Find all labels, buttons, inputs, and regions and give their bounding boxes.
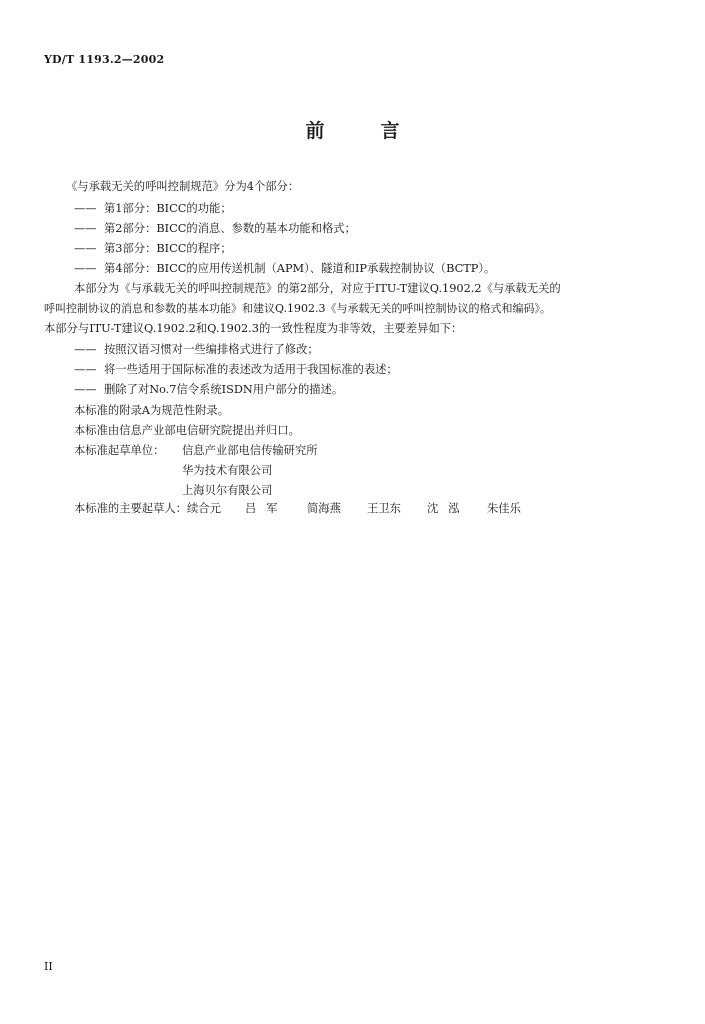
- dash-marker: ——: [74, 202, 97, 215]
- annex-note: 本标准的附录A为规范性附录。: [74, 404, 230, 417]
- drafter-name: 朱佳乐: [486, 502, 521, 515]
- dash-marker: ——: [74, 363, 97, 376]
- standard-number: YD/T 1193.2—2002: [44, 53, 165, 66]
- drafter-name: 续合元: [186, 502, 221, 515]
- drafting-unit-2: 华为技术有限公司: [182, 464, 273, 477]
- drafters-label: 本标准的主要起草人：: [74, 502, 187, 515]
- correspondence-line-1: 本部分为《与承载无关的呼叫控制规范》的第2部分，对应于ITU-T建议Q.1902.2《与承载无关的: [74, 282, 561, 295]
- part-item-2: [74, 222, 356, 236]
- part-item-4: [74, 262, 495, 276]
- page-number: II: [44, 960, 53, 973]
- proposer-note: 本标准由信息产业部电信研究院提出并归口。: [74, 424, 300, 437]
- drafting-unit-3: 上海贝尔有限公司: [182, 484, 273, 497]
- dash-marker: ——: [74, 343, 97, 356]
- difference-text: 删除了对No.7信令系统ISDN用户部分的描述。: [104, 383, 344, 396]
- drafter-name: 王卫东: [366, 502, 401, 515]
- dash-marker: ——: [74, 242, 97, 255]
- part-item-1: [74, 202, 232, 216]
- difference-text: 将一些适用于国际标准的表述改为适用于我国标准的表述；: [104, 363, 398, 376]
- part-text: 第3部分：BICC的程序；: [104, 242, 232, 255]
- part-text: 第1部分：BICC的功能；: [104, 202, 232, 215]
- correspondence-line-2: 呼叫控制协议的消息和参数的基本功能》和建议Q.1902.3《与承载无关的呼叫控制协议的格式和编码》。: [44, 302, 551, 315]
- difference-text: 按照汉语习惯对一些编排格式进行了修改；: [104, 343, 319, 356]
- drafter-name: 简海燕: [306, 502, 341, 515]
- dash-marker: ——: [74, 222, 97, 235]
- drafter-name: 吕军: [244, 502, 288, 515]
- intro-line: 《与承载无关的呼叫控制规范》分为4个部分：: [66, 180, 300, 193]
- drafting-unit-1: 信息产业部电信传输研究所: [182, 444, 318, 457]
- drafting-units-label: 本标准起草单位：: [74, 444, 165, 457]
- difference-item-1: [74, 343, 319, 357]
- difference-item-3: [74, 383, 343, 397]
- drafter-name: 沈泓: [426, 502, 470, 515]
- drafters-line: [74, 502, 521, 516]
- difference-item-2: [74, 363, 398, 377]
- dash-marker: ——: [74, 383, 97, 396]
- part-text: 第4部分：BICC的应用传送机制（APM）、隧道和IP承载控制协议（BCTP）。: [104, 262, 496, 275]
- dash-marker: ——: [74, 262, 97, 275]
- part-text: 第2部分：BICC的消息、参数的基本功能和格式；: [104, 222, 356, 235]
- page-title: 前言: [305, 120, 456, 142]
- correspondence-line-3: 本部分与ITU-T建议Q.1902.2和Q.1902.3的一致性程度为非等效，主要差异如下：: [44, 322, 463, 335]
- part-item-3: [74, 242, 232, 256]
